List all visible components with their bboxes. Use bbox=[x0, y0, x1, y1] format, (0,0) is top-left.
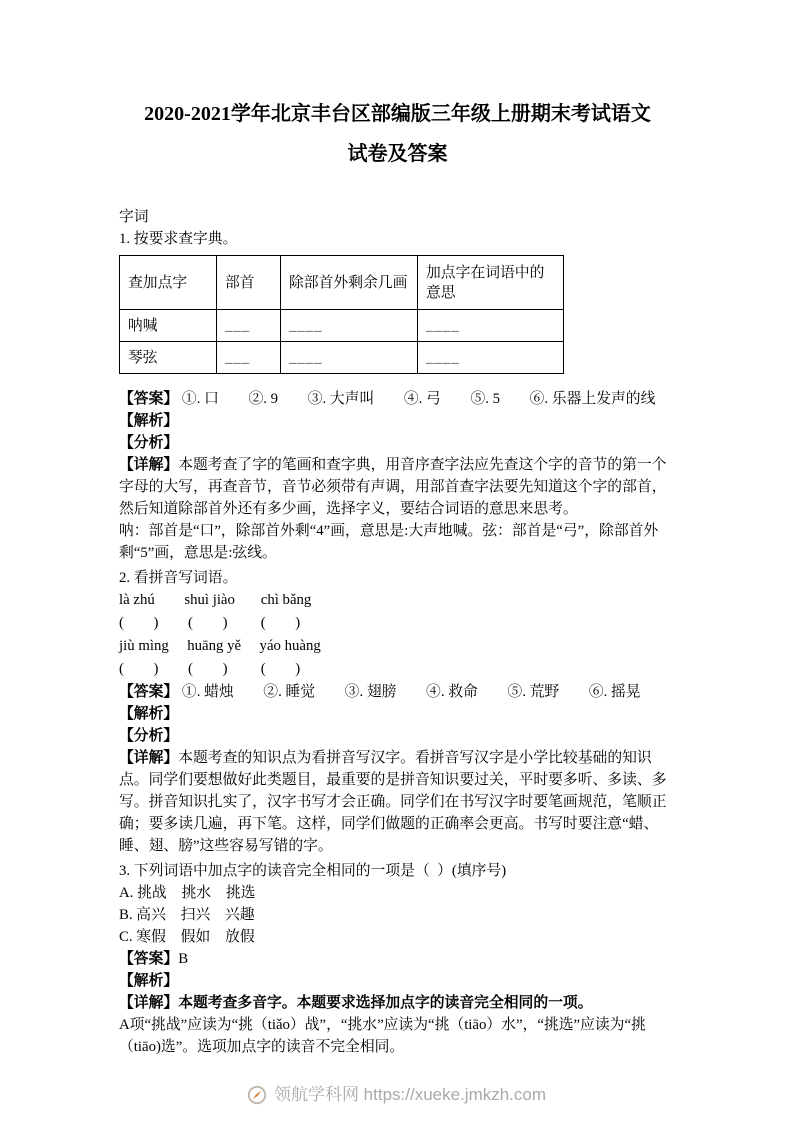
compass-icon bbox=[247, 1085, 267, 1105]
table-cell-radical-blank: ___ bbox=[217, 310, 281, 342]
q3-option-a: A. 挑战 挑水 挑选 bbox=[119, 885, 256, 901]
q2-xiangjie-paragraph bbox=[119, 747, 676, 857]
q1-answer-line bbox=[119, 388, 676, 410]
q1-answer-text: ①. 口 ②. 9 ③. 大声叫 ④. 弓 ⑤. 5 ⑥. 乐器上发声的线 bbox=[178, 391, 656, 407]
answer-label: 【答案】 bbox=[119, 684, 179, 700]
table-cell-strokes-blank: ____ bbox=[281, 342, 418, 374]
q1-jiexi-label: 【解析】 bbox=[119, 413, 179, 429]
q3-option-c: C. 寒假 假如 放假 bbox=[119, 929, 255, 945]
xiangjie-label: 【详解】 bbox=[119, 457, 179, 473]
q1-note-paragraph: 呐：部首是“口”，除部首外剩“4”画，意思是:大声地喊。弦：部首是“弓”，除部首外剩“5”画，意思是:弦线。 bbox=[119, 523, 659, 561]
q3-jiexi-label: 【解析】 bbox=[119, 973, 179, 989]
table-cell-meaning-blank: ____ bbox=[418, 342, 564, 374]
section-heading: 字词 bbox=[119, 209, 149, 225]
q2-fenxi-label: 【分析】 bbox=[119, 728, 179, 744]
title-line-1: 2020-2021学年北京丰台区部编版三年级上册期末考试语文 bbox=[144, 103, 651, 125]
table-header-row bbox=[120, 256, 564, 310]
watermark-footer bbox=[0, 1084, 793, 1106]
table-cell-word: 琴弦 bbox=[120, 342, 217, 374]
q1-fenxi-label: 【分析】 bbox=[119, 435, 179, 451]
dictionary-lookup-table bbox=[119, 255, 564, 374]
q3-xiangjie-paragraph bbox=[119, 992, 676, 1014]
q2-blank-line-1: ( ) ( ) ( ) bbox=[119, 615, 301, 631]
answer-label: 【答案】 bbox=[119, 391, 179, 407]
q2-jiexi-label: 【解析】 bbox=[119, 706, 179, 722]
table-row bbox=[120, 342, 564, 374]
table-row bbox=[120, 310, 564, 342]
q3-answer-text: B bbox=[178, 951, 189, 967]
table-header-strokes: 除部首外剩余几画 bbox=[281, 256, 418, 310]
q1-prompt: 1. 按要求查字典。 bbox=[119, 231, 238, 247]
q3-option-b: B. 高兴 扫兴 兴趣 bbox=[119, 907, 255, 923]
document-title bbox=[119, 94, 676, 174]
q1-xiangjie-text: 本题考查了字的笔画和查字典，用音序查字法应先查这个字的音节的第一个字母的大写，再查音节，音节必须带有声调，用部首查字法要先知道这个字的部首，然后知道除部首外还有多少画，选择字义，要结合词语的意思来思考。 bbox=[119, 457, 667, 517]
table-cell-meaning-blank: ____ bbox=[418, 310, 564, 342]
q1-xiangjie-paragraph bbox=[119, 454, 676, 520]
q2-answer-line bbox=[119, 681, 676, 703]
table-cell-strokes-blank: ____ bbox=[281, 310, 418, 342]
xiangjie-label: 【详解】 bbox=[119, 995, 179, 1011]
title-line-2: 试卷及答案 bbox=[347, 143, 448, 165]
q2-xiangjie-text: 本题考查的知识点为看拼音写汉字。看拼音写汉字是小学比较基础的知识点。同学们要想做好此类题目，最重要的是拼音知识要过关，平时要多听、多读、多写。拼音知识扎实了，汉字书写才会正确。同学们在书写汉字时要笔画规范，笔顺正确；要多读几遍，再下笔。这样，同学们做题的正确率会更高。书写时要注意“蜡、睡、翅、膀”这些容易写错的字。 bbox=[119, 750, 667, 854]
q2-answer-text: ①. 蜡烛 ②. 睡觉 ③. 翅膀 ④. 救命 ⑤. 荒野 ⑥. 摇晃 bbox=[178, 684, 641, 700]
q3-prompt: 3. 下列词语中加点字的读音完全相同的一项是（ ）(填序号) bbox=[119, 863, 507, 879]
q2-pinyin-line-2: jiù mìng huāng yě yáo huàng bbox=[119, 638, 321, 654]
table-cell-radical-blank: ___ bbox=[217, 342, 281, 374]
table-header-radical: 部首 bbox=[217, 256, 281, 310]
table-cell-word: 呐喊 bbox=[120, 310, 217, 342]
q3-answer-line bbox=[119, 948, 676, 970]
answer-label: 【答案】 bbox=[119, 951, 179, 967]
table-header-meaning: 加点字在词语中的意思 bbox=[418, 256, 564, 310]
q3-explain-paragraph: A项“挑战”应读为“挑（tiǎo）战”，“挑水”应读为“挑（tiāo）水”，“挑选”应读为“挑（tiāo)选”。选项加点字的读音不完全相同。 bbox=[119, 1017, 646, 1055]
q2-pinyin-line-1: là zhú shuì jiào chì bǎng bbox=[119, 592, 312, 608]
q3-xiangjie-text: 本题考查多音字。本题要求选择加点字的读音完全相同的一项。 bbox=[178, 995, 593, 1011]
watermark-link[interactable]: 领航学科网 https://xueke.jmkzh.com bbox=[273, 1085, 547, 1104]
xiangjie-label: 【详解】 bbox=[119, 750, 179, 766]
table-header-word: 查加点字 bbox=[120, 256, 217, 310]
q2-prompt: 2. 看拼音写词语。 bbox=[119, 570, 238, 586]
q2-blank-line-2: ( ) ( ) ( ) bbox=[119, 661, 301, 677]
